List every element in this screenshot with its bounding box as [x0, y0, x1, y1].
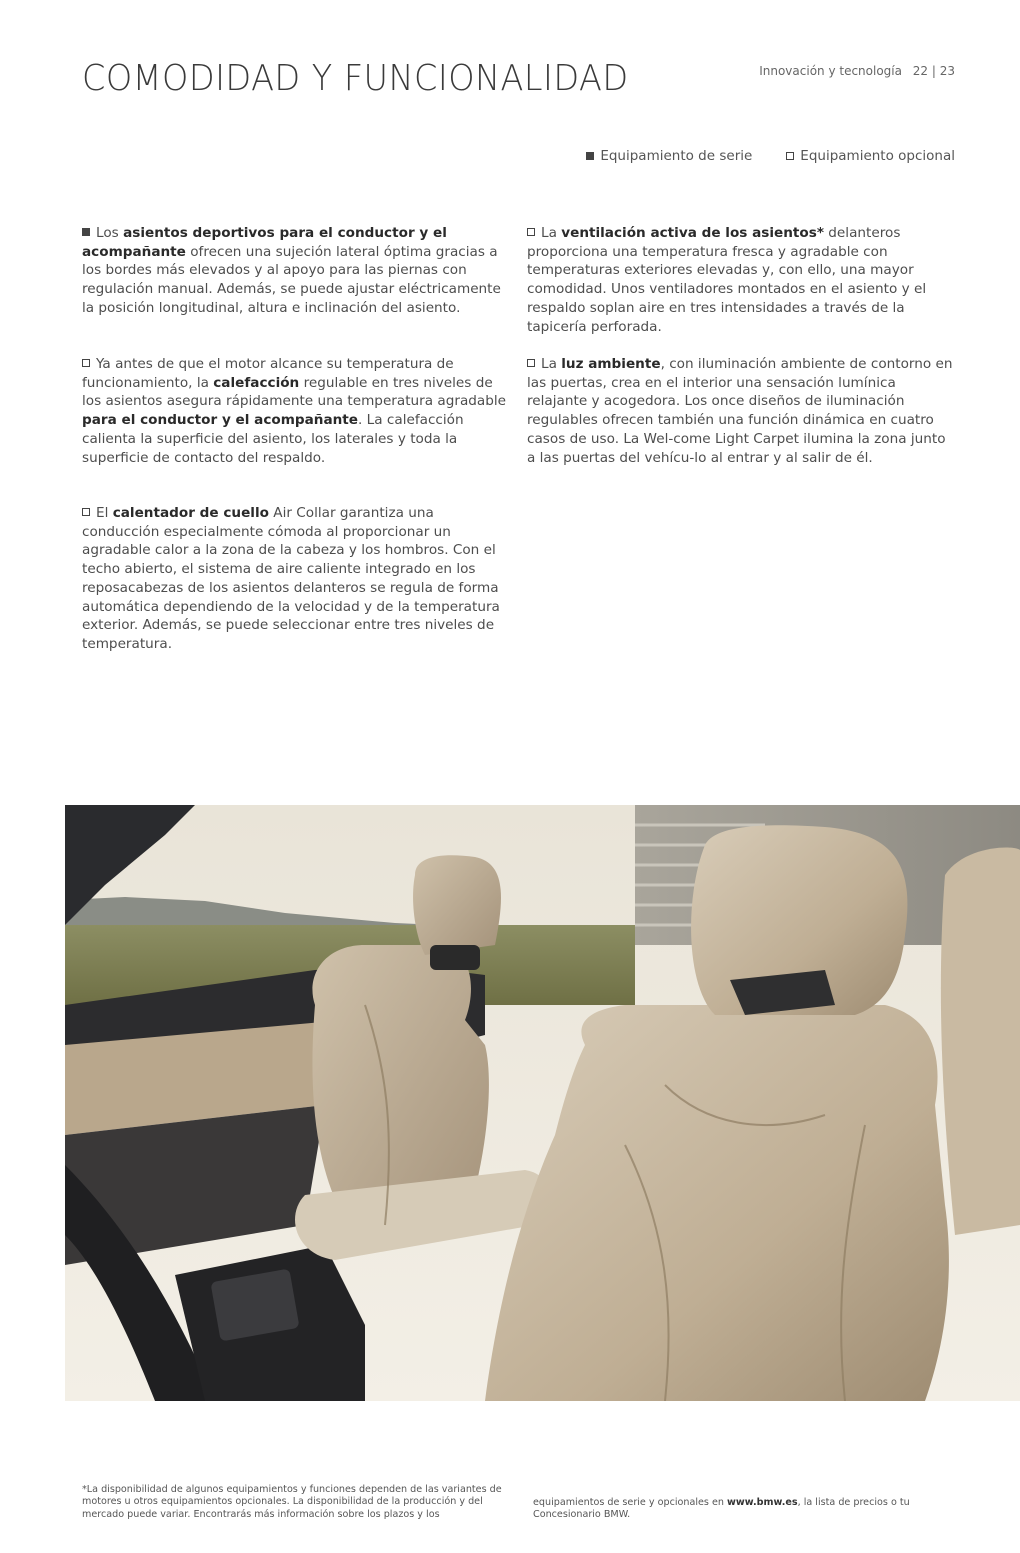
text: Los [96, 225, 124, 241]
text: Ya antes de que el motor alcance su temperatura de funcionamiento, la [82, 356, 454, 391]
legend-standard-label: Equipamiento de serie [600, 148, 753, 164]
paragraph-seat-heating [82, 355, 512, 467]
text: regulable en tres niveles de los asientos asegura rápidamente una temperatura agradable [82, 374, 507, 410]
paragraph-sport-seats [82, 224, 512, 318]
car-interior-photo [65, 805, 1020, 1401]
legend-standard [586, 148, 752, 164]
bold-term: asientos deportivos para el conductor y el acompañante [82, 225, 447, 260]
footnote-website [533, 1497, 953, 1522]
website-link[interactable]: www.bmw.es [727, 1497, 798, 1508]
text: , con iluminación ambiente de contorno en las puertas, crea en el interior una sensación lumínica relajante y acogedora. Los once diseños de iluminación regulables ofrecen también una función dinámica en cuatro casos de uso. La Wel-come Light Carpet ilumina la zona junto a las puertas del vehícu-lo al entrar y al salir de él. [527, 356, 953, 466]
bold-term: calentador de cuello [112, 505, 269, 521]
filled-square-icon [586, 152, 594, 160]
bold-term: calefacción [213, 374, 300, 391]
paragraph-neck-warmer [82, 504, 512, 654]
text: El [96, 505, 113, 521]
empty-square-icon [82, 359, 90, 367]
filled-square-icon [82, 228, 90, 236]
paragraph-seat-ventilation [527, 224, 957, 336]
empty-square-icon [786, 152, 794, 160]
equipment-legend [586, 148, 955, 164]
bold-term: luz ambiente [561, 356, 661, 372]
text: , la lista de precios o tu Concesionario BMW. [533, 1497, 910, 1521]
legend-optional [786, 148, 955, 164]
footnote-availability: *La disponibilidad de algunos equipamientos y funciones dependen de las variantes de motores u otros equipamientos opcionales. La disponibilidad de la producción y del mercado puede variar. Encontrarás más información sobre los plazos y los [82, 1484, 502, 1520]
empty-square-icon [527, 228, 535, 236]
text: equipamientos de serie y opcionales en [533, 1497, 727, 1508]
page-title: COMODIDAD Y FUNCIONALIDAD [82, 58, 629, 99]
empty-square-icon [527, 359, 535, 367]
text: delanteros proporciona una temperatura fresca y agradable con temperaturas exteriores elevadas y, con ello, una mayor comodidad. Unos ventiladores montados en el asiento y el respaldo soplan aire en tres intensidades a través de la tapicería perforada. [527, 225, 927, 335]
section-label: Innovación y tecnología [759, 64, 902, 78]
car-interior-illustration [65, 805, 1020, 1401]
text: La [541, 225, 562, 241]
text: La [541, 356, 562, 372]
bold-term: ventilación activa de los asientos* [561, 225, 824, 241]
text: ofrecen una sujeción lateral óptima gracias a los bordes más elevados y al apoyo para las piernas con regulación manual. Además, se puede ajustar eléctricamente la posición longitudinal, altura e inclinación del asiento. [82, 243, 501, 316]
page-numbers: 22 | 23 [912, 64, 955, 78]
legend-optional-label: Equipamiento opcional [800, 148, 955, 164]
empty-square-icon [82, 508, 90, 516]
text: . La calefacción calienta la superficie del asiento, los laterales y toda la superficie de contacto del respaldo. [82, 412, 464, 466]
paragraph-ambient-light [527, 355, 957, 467]
text: Air Collar garantiza una conducción especialmente cómoda al proporcionar un agradable calor a la zona de la cabeza y los hombros. Con el techo abierto, el sistema de aire caliente integrado en los reposacabezas de los asientos delanteros se regula de forma automática dependiendo de la velocidad y de la temperatura exterior. Además, se puede seleccionar entre tres niveles de temperatura. [82, 505, 500, 652]
bold-term: para el conductor y el acompañante [82, 412, 359, 429]
